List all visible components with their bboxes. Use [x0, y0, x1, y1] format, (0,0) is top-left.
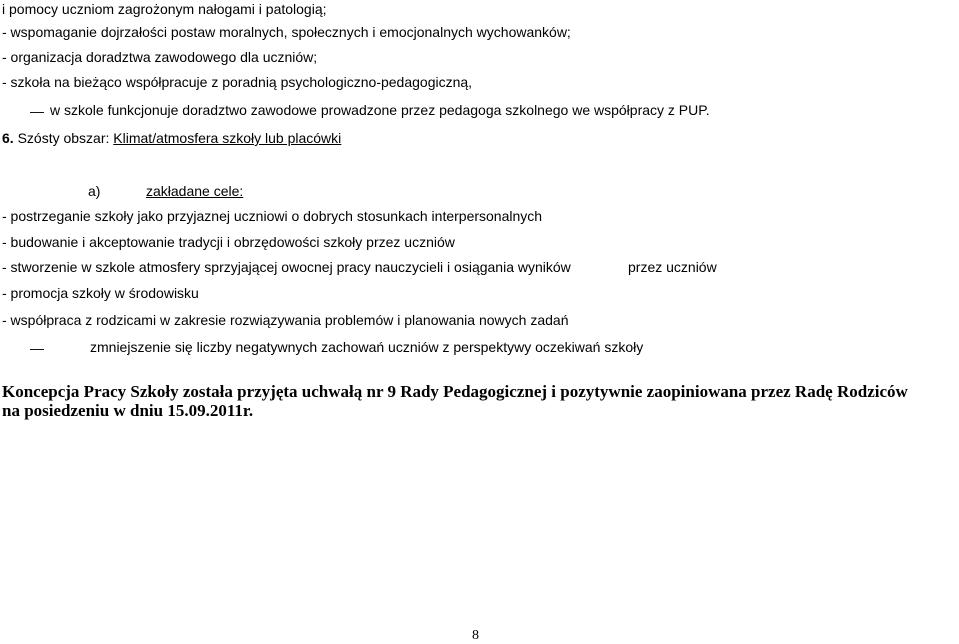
goal-item-3-tail: przez uczniów — [628, 259, 717, 275]
text-line-4: - szkoła na bieżąco współpracuje z poradnią psychologiczno-pedagogiczną, — [2, 74, 473, 90]
closing-line-2: na posiedzeniu w dniu 15.09.2011r. — [2, 401, 254, 420]
text-line-5: w szkole funkcjonuje doradztwo zawodowe prowadzone przez pedagoga szkolnego we współpracy z PUP. — [50, 102, 710, 118]
section-6-title: Klimat/atmosfera szkoły lub placówki — [113, 130, 342, 146]
closing-line-1: Koncepcja Pracy Szkoły została przyjęta uchwałą nr 9 Rady Pedagogicznej i pozytywnie zaopiniowana przez Radę Rodziców — [2, 382, 908, 401]
goal-item-2: - budowanie i akceptowanie tradycji i obrzędowości szkoły przez uczniów — [2, 234, 455, 250]
text-line-2: - wspomaganie dojrzałości postaw moralnych, społecznych i emocjonalnych wychowanków; — [2, 24, 571, 40]
section-6-label: Szósty obszar: — [17, 130, 110, 146]
bullet-dash: — — [30, 103, 44, 119]
bullet-dash: — — [30, 340, 44, 356]
goal-item-1: - postrzeganie szkoły jako przyjaznej uczniowi o dobrych stosunkach interpersonalnych — [2, 208, 543, 224]
text-line-1: i pomocy uczniom zagrożonym nałogami i patologią; — [2, 1, 327, 17]
goal-item-4: - promocja szkoły w środowisku — [2, 285, 199, 301]
goal-item-5: - współpraca z rodzicami w zakresie rozwiązywania problemów i planowania nowych zadań — [2, 312, 569, 328]
goal-item-6: zmniejszenie się liczby negatywnych zachowań uczniów z perspektywy oczekiwań szkoły — [90, 339, 644, 355]
section-6-heading — [2, 129, 341, 147]
section-6-number: 6. — [2, 130, 14, 146]
goal-item-3: - stworzenie w szkole atmosfery sprzyjającej owocnej pracy nauczycieli i osiągania wyników — [2, 259, 571, 275]
page-number: 8 — [472, 628, 479, 643]
subsection-a-title: zakładane cele: — [146, 183, 244, 199]
text-line-3: - organizacja doradztwa zawodowego dla uczniów; — [2, 49, 318, 65]
subsection-a-marker: a) — [88, 183, 101, 199]
